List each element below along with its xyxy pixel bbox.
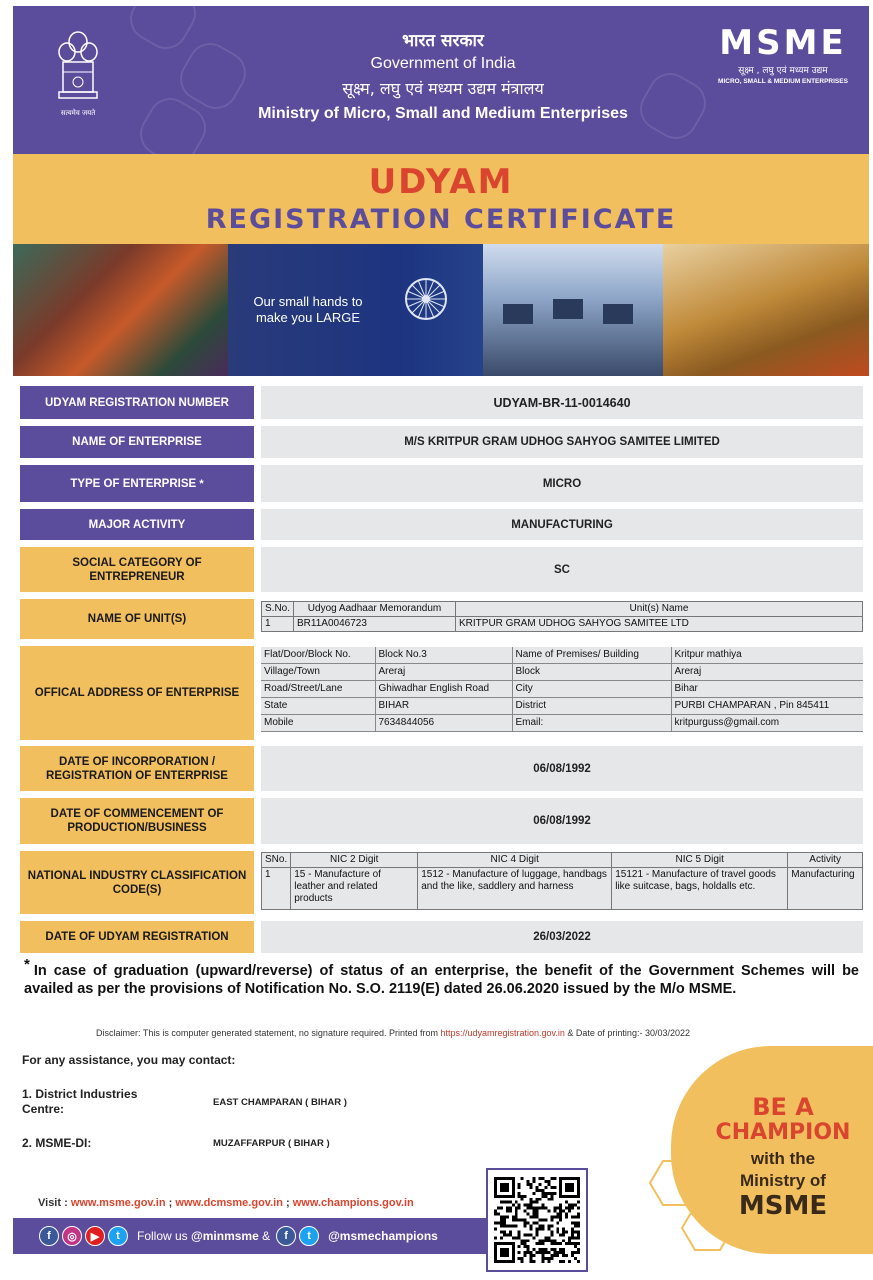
facebook-icon[interactable]: f	[39, 1226, 59, 1246]
registration-number-label: UDYAM REGISTRATION NUMBER	[20, 386, 254, 419]
table-cell: Ghiwadhar English Road	[375, 681, 512, 698]
dcmsme-website-link[interactable]: www.dcmsme.gov.in	[175, 1197, 283, 1209]
ministry-title: Ministry of Micro, Small and Medium Enterprises	[258, 105, 628, 122]
disclaimer-text: Disclaimer: This is computer generated statement, no signature required. Printed from	[96, 1028, 441, 1038]
table-cell: Flat/Door/Block No.	[261, 647, 375, 664]
banner-slogan: Our small hands to make you LARGE	[253, 294, 363, 325]
msme-logo-hindi: सूक्ष्म , लघु एवं मध्यम उद्यम	[738, 66, 828, 76]
footnote-text: In case of graduation (upward/reverse) of status of an enterprise, the benefit of the Government Schemes will be availed as per the provisions of Notification No. S.O. 2119(E) dated 26.06.2020 issued by the M/o MSME.	[24, 963, 859, 997]
incorporation-date-value: 06/08/1992	[261, 746, 863, 791]
unit-table	[261, 601, 863, 632]
table-header: Activity	[788, 853, 863, 868]
instagram-icon[interactable]: ◎	[62, 1226, 82, 1246]
champion-line-4: Ministry of	[740, 1171, 826, 1190]
table-cell: 1	[262, 617, 294, 632]
msme-logo-english: MICRO, SMALL & MEDIUM ENTERPRISES	[718, 78, 848, 85]
certificate-title-band	[13, 154, 869, 244]
assistance-title: For any assistance, you may contact:	[22, 1053, 236, 1067]
artisan-photo	[13, 244, 228, 376]
champion-promo	[663, 1046, 873, 1256]
government-of-india-title: Government of India	[370, 55, 516, 72]
government-header	[13, 6, 869, 154]
udyam-date-label: DATE OF UDYAM REGISTRATION	[20, 921, 254, 953]
table-cell: Areraj	[671, 664, 863, 681]
table-header: Udyog Aadhaar Memorandum	[294, 602, 456, 617]
commencement-date-label: DATE OF COMMENCEMENT OF PRODUCTION/BUSINESS	[20, 798, 254, 844]
social-category-label: SOCIAL CATEGORY OF ENTREPRENEUR	[20, 547, 254, 592]
office-photo	[483, 244, 663, 376]
nic-code-label: NATIONAL INDUSTRY CLASSIFICATION CODE(S)	[20, 851, 254, 914]
national-emblem-icon	[53, 28, 103, 118]
separator: ;	[282, 1197, 293, 1209]
follow-label: Follow us	[137, 1229, 192, 1243]
table-cell: 7634844056	[375, 715, 512, 732]
champion-line-3: with the	[750, 1149, 816, 1168]
social-category-value: SC	[261, 547, 863, 592]
table-header: NIC 4 Digit	[418, 853, 612, 868]
table-header: Unit(s) Name	[456, 602, 863, 617]
msme-di-value: MUZAFFARPUR ( BIHAR )	[213, 1138, 330, 1149]
visit-label: Visit :	[38, 1197, 71, 1209]
twitter-icon[interactable]: t	[108, 1226, 128, 1246]
table-header: SNo.	[262, 853, 291, 868]
chakra-wheel-icon	[401, 274, 451, 329]
table-cell: State	[261, 698, 375, 715]
table-cell: 1	[262, 868, 291, 910]
table-row	[261, 681, 863, 698]
enterprise-type-value: MICRO	[261, 465, 863, 502]
address-label: OFFICAL ADDRESS OF ENTERPRISE	[20, 646, 254, 740]
enterprise-type-label: TYPE OF ENTERPRISE *	[20, 465, 254, 502]
table-cell: District	[512, 698, 671, 715]
qr-code	[486, 1168, 588, 1272]
facebook-icon[interactable]: f	[276, 1226, 296, 1246]
champion-line-2: CHAMPION	[715, 1120, 851, 1145]
hex-decoration	[122, 6, 204, 57]
district-industries-centre-value: EAST CHAMPARAN ( BIHAR )	[213, 1097, 347, 1108]
msme-logo	[713, 23, 853, 85]
hindi-government-title: भारत सरकार	[402, 31, 484, 51]
table-cell: Village/Town	[261, 664, 375, 681]
farmer-photo	[663, 244, 869, 376]
table-cell: Bihar	[671, 681, 863, 698]
table-cell: BIHAR	[375, 698, 512, 715]
udyam-registration-link[interactable]: https://udyamregistration.gov.in	[440, 1028, 565, 1038]
follow-us-text	[137, 1229, 270, 1243]
registration-number-value: UDYAM-BR-11-0014640	[261, 386, 863, 419]
minmsme-handle[interactable]: @minmsme	[191, 1229, 259, 1243]
table-row	[262, 868, 863, 910]
title-registration-certificate: REGISTRATION CERTIFICATE	[205, 204, 677, 235]
emblem-motto: सत्यमेव जयते	[60, 109, 96, 117]
table-cell: 1512 - Manufacture of luggage, handbags and the like, saddlery and harness	[418, 868, 612, 910]
msme-website-link[interactable]: www.msme.gov.in	[70, 1197, 166, 1209]
table-header-row	[262, 853, 863, 868]
district-industries-centre-label: 1. District Industries Centre:	[22, 1087, 138, 1116]
table-cell: Kritpur mathiya	[671, 647, 863, 664]
table-row	[262, 617, 863, 632]
msme-di-label: 2. MSME-DI:	[22, 1136, 92, 1150]
msme-logo-text: MSME	[719, 23, 847, 63]
table-cell: Name of Premises/ Building	[512, 647, 671, 664]
enterprise-name-value: M/S KRITPUR GRAM UDHOG SAHYOG SAMITEE LIMITED	[261, 426, 863, 458]
photo-banner	[13, 244, 869, 376]
commencement-date-value: 06/08/1992	[261, 798, 863, 844]
table-row	[261, 715, 863, 732]
twitter-icon[interactable]: t	[299, 1226, 319, 1246]
visit-links	[38, 1197, 414, 1209]
table-cell: Manufacturing	[788, 868, 863, 910]
table-row	[261, 698, 863, 715]
msmechampions-handle[interactable]: @msmechampions	[328, 1229, 438, 1243]
incorporation-date-label: DATE OF INCORPORATION / REGISTRATION OF ENTERPRISE	[20, 746, 254, 791]
unit-name-label: NAME OF UNIT(S)	[20, 599, 254, 639]
udyam-date-value: 26/03/2022	[261, 921, 863, 953]
separator: ;	[165, 1197, 176, 1209]
table-cell: Areraj	[375, 664, 512, 681]
table-header: S.No.	[262, 602, 294, 617]
table-cell: 15 - Manufacture of leather and related products	[291, 868, 418, 910]
table-cell: Block No.3	[375, 647, 512, 664]
government-title	[203, 28, 683, 123]
champions-website-link[interactable]: www.champions.gov.in	[292, 1197, 414, 1209]
table-cell: Road/Street/Lane	[261, 681, 375, 698]
table-cell: BR11A0046723	[294, 617, 456, 632]
table-row	[261, 664, 863, 681]
disclaimer	[96, 1028, 836, 1038]
table-cell: kritpurguss@gmail.com	[671, 715, 863, 732]
major-activity-value: MANUFACTURING	[261, 509, 863, 540]
table-cell: City	[512, 681, 671, 698]
champion-line-5: MSME	[738, 1191, 828, 1221]
table-header: NIC 5 Digit	[612, 853, 788, 868]
footnote	[24, 956, 859, 998]
printing-date-text: & Date of printing:- 30/03/2022	[564, 1028, 690, 1038]
title-udyam: UDYAM	[368, 162, 514, 202]
champion-line-1: BE A	[752, 1093, 814, 1121]
champion-text	[693, 1094, 873, 1220]
enterprise-type-label-text: TYPE OF ENTERPRISE	[70, 477, 197, 490]
table-row	[261, 647, 863, 664]
table-cell: Block	[512, 664, 671, 681]
address-table	[261, 647, 863, 732]
social-footer-bar	[13, 1218, 493, 1254]
enterprise-name-label: NAME OF ENTERPRISE	[20, 426, 254, 458]
major-activity-label: MAJOR ACTIVITY	[20, 509, 254, 540]
table-cell: 15121 - Manufacture of travel goods like suitcase, bags, holdalls etc.	[612, 868, 788, 910]
table-header-row	[262, 602, 863, 617]
table-cell: Mobile	[261, 715, 375, 732]
table-cell: KRITPUR GRAM UDHOG SAHYOG SAMITEE LTD	[456, 617, 863, 632]
asterisk: *	[24, 956, 30, 974]
nic-code-table	[261, 852, 863, 910]
ampersand: &	[258, 1229, 271, 1243]
youtube-icon[interactable]: ▶	[85, 1226, 105, 1246]
table-header: NIC 2 Digit	[291, 853, 418, 868]
hindi-ministry-title: सूक्ष्म, लघु एवं मध्यम उद्यम मंत्रालय	[342, 79, 544, 98]
table-cell: Email:	[512, 715, 671, 732]
table-cell: PURBI CHAMPARAN , Pin 845411	[671, 698, 863, 715]
